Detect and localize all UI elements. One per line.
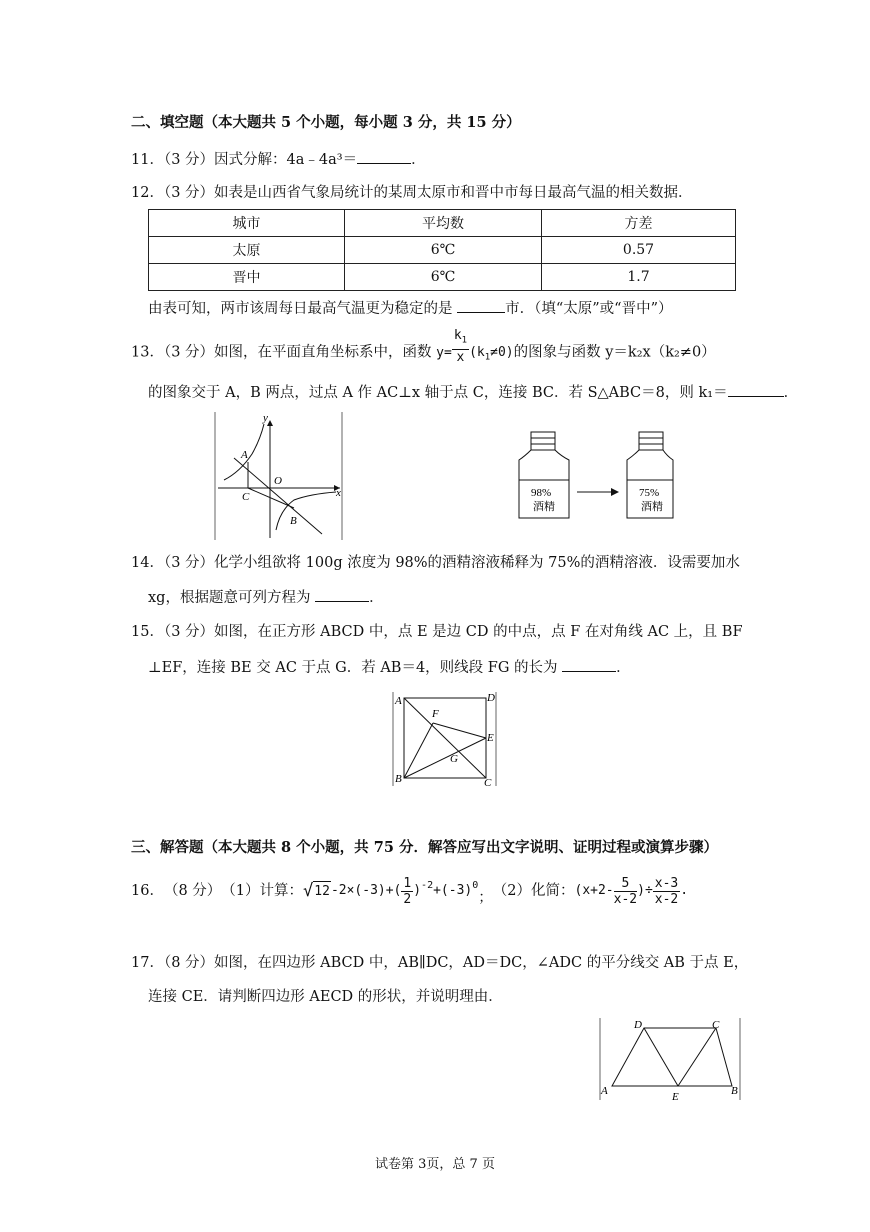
q11-end: ． <box>411 152 426 168</box>
table-cell: 1.7 <box>542 264 736 291</box>
label-d: D <box>634 1019 642 1031</box>
q17-trapezoid-figure <box>596 1016 744 1104</box>
q16-exponent-1: -2 <box>421 879 434 891</box>
q16-fraction-2 <box>653 876 680 907</box>
q16-expression-2 <box>575 876 689 907</box>
q13-text-a: 如图，在平面直角坐标系中，函数 <box>214 344 432 361</box>
q14-line1: 化学小组欲将 100g 浓度为 98%的酒精溶液稀释为 75%的酒精溶液．设需要加水 <box>214 555 740 571</box>
page-footer: 试卷第 3页，总 7 页 <box>375 1157 495 1172</box>
q16-part1: （1）计算： <box>221 883 304 899</box>
q12-text: 如表是山西省气象局统计的某周太原市和晋中市每日最高气温的相关数据． <box>214 185 693 201</box>
hyperbola-lower-branch <box>276 492 336 530</box>
label-d: D <box>487 692 495 704</box>
q12-after-a: 由表可知，两市该周每日最高气温更为稳定的是 <box>148 301 458 317</box>
q13-line2-text: 的图象交于 A，B 两点，过点 A 作 AC⊥x 轴于点 C，连接 BC．若 S△ABC＝8，则 k₁＝ <box>148 385 728 401</box>
label-a: A <box>241 449 248 461</box>
q13-line2 <box>148 382 798 403</box>
q16-half-numerator: 1 <box>403 875 412 891</box>
q16-fraction-1 <box>614 876 637 907</box>
q16-expr-b: +(-3) <box>433 883 473 898</box>
q15-score: （3 分） <box>163 624 215 640</box>
table-cell: 6℃ <box>345 264 542 291</box>
q16-part2: （2）化简： <box>492 883 575 899</box>
label-y: y <box>263 412 268 424</box>
temperature-table <box>148 209 736 291</box>
q17-number: 17． <box>131 955 164 971</box>
q13-score: （3 分） <box>163 344 215 361</box>
q14-line2-text: xg，根据题意可列方程为 <box>148 590 316 606</box>
q15-line1: 如图，在正方形 ABCD 中，点 E 是边 CD 的中点，点 F 在对角线 AC 上，且 BF <box>214 624 743 640</box>
sqrt-icon: √ <box>303 881 314 901</box>
q12-score: （3 分） <box>163 185 215 201</box>
q16-expression-1: √ 12 -2×(-3)+( $\frac{1}{2}$ ) $^{-2}$ +(-3) $^0$ <box>303 875 479 907</box>
segment-be <box>404 738 486 778</box>
label-x: x <box>336 487 341 499</box>
q16-number: 16． <box>131 883 164 899</box>
q16-fraction-1-denominator: x-2 <box>613 891 638 907</box>
q17-line2: 连接 CE．请判断四边形 AECD 的形状，并说明理由． <box>148 989 503 1005</box>
q16-score: （8 分） <box>163 883 222 899</box>
table-cell: 太原 <box>149 237 345 264</box>
q13-text-b: 的图象与函数 y＝k₂x（k₂≠0） <box>513 344 716 361</box>
question-12 <box>131 183 693 203</box>
q13-func-y: y= <box>436 345 452 361</box>
label-b: B <box>395 773 402 785</box>
q13-func-denominator: x <box>456 349 465 365</box>
q15-answer-blank[interactable] <box>562 657 616 672</box>
diagonal-ac <box>404 698 486 778</box>
q15-end: ． <box>616 660 631 676</box>
question-14 <box>131 553 740 573</box>
q16-separator: ； <box>478 890 493 906</box>
q13-func-condition: $(k_1\ne 0)$ <box>469 345 514 363</box>
label-c: C <box>484 777 492 788</box>
table-cell: 0.57 <box>542 237 736 264</box>
q11-answer-blank[interactable] <box>357 149 411 164</box>
q13-number: 13． <box>131 344 164 361</box>
q16-exponent-2: 0 <box>472 879 479 891</box>
label-b: B <box>731 1085 738 1097</box>
y-axis-arrow-icon <box>267 420 273 426</box>
label-a: A <box>601 1085 608 1097</box>
q17-line1: 如图，在四边形 ABCD 中，AB∥DC，AD＝DC，∠ADC 的平分线交 AB 于点 E， <box>214 955 749 971</box>
q14-score: （3 分） <box>163 555 215 571</box>
q14-number: 14． <box>131 555 164 571</box>
table-header-row <box>149 210 736 237</box>
question-17 <box>131 953 748 973</box>
question-15 <box>131 622 743 642</box>
q13-answer-blank[interactable] <box>728 382 784 397</box>
q16-fraction-2-numerator: x-3 <box>654 875 679 891</box>
bottle-1 <box>519 432 569 518</box>
label-e: E <box>672 1091 679 1103</box>
label-g: G <box>450 753 458 765</box>
table-cell: 晋中 <box>149 264 345 291</box>
q16-half-denominator: 2 <box>403 891 412 907</box>
q16-end: . <box>680 883 689 898</box>
segment-ce <box>678 1028 716 1086</box>
q12-followup <box>148 298 673 319</box>
q15-number: 15． <box>131 624 164 640</box>
table-header-cell: 平均数 <box>345 210 542 237</box>
table-cell: 6℃ <box>345 237 542 264</box>
segment-ef <box>433 723 486 738</box>
q12-number: 12． <box>131 185 164 201</box>
q16-expr-c: (x+2- <box>574 883 614 898</box>
label-c: C <box>712 1019 720 1031</box>
q17-score: （8 分） <box>163 955 215 971</box>
question-16 <box>131 874 688 908</box>
section2-heading: 二、填空题（本大题共 5 个小题，每小题 3 分，共 15 分） <box>131 114 521 131</box>
label-f: F <box>432 708 439 720</box>
q13-func-fraction <box>452 328 469 365</box>
q14-bottles-figure <box>515 430 675 522</box>
table-row <box>149 264 736 291</box>
label-o: O <box>274 475 282 487</box>
question-11 <box>131 149 426 170</box>
label-b: B <box>290 515 297 527</box>
label-c: C <box>242 491 250 503</box>
q14-line2 <box>148 587 384 608</box>
q14-answer-blank[interactable] <box>315 587 369 602</box>
bottle-2-label: 酒精 <box>641 501 663 513</box>
q16-fraction-1-numerator: 5 <box>614 876 637 892</box>
q15-line2 <box>148 657 631 678</box>
bottle-2-percent: 75% <box>639 487 660 499</box>
label-a: A <box>395 695 402 707</box>
q11-score: （3 分） <box>163 152 215 168</box>
q16-fraction-2-denominator: x-2 <box>654 891 679 907</box>
bottle-1-label: 酒精 <box>533 501 555 513</box>
q16-expr-d: )÷ <box>637 883 653 898</box>
q13-end: ． <box>783 385 799 401</box>
label-e: E <box>487 732 494 744</box>
q15-line2-text: ⊥EF，连接 BE 交 AC 于点 G．若 AB＝4，则线段 FG 的长为 <box>148 660 563 676</box>
q11-text: 因式分解：4a﹣4a³＝ <box>214 152 358 168</box>
q14-end: ． <box>369 590 384 606</box>
quadrilateral-abcd <box>612 1028 732 1086</box>
section3-heading: 三、解答题（本大题共 8 个小题，共 75 分．解答应写出文字说明、证明过程或演算步骤） <box>131 839 718 856</box>
table-header-cell: 方差 <box>542 210 736 237</box>
q15-square-figure <box>390 690 500 788</box>
question-13 <box>131 328 716 368</box>
q12-after-b: 市．（填“太原”或“晋中”） <box>505 301 673 317</box>
arrow-right-icon <box>611 488 619 496</box>
bottle-2 <box>627 432 673 518</box>
q13-graph <box>214 412 346 540</box>
q13-func-numerator: $k_1$ <box>452 328 469 350</box>
sqrt-argument: 12 <box>313 881 331 902</box>
table-row <box>149 237 736 264</box>
segment-bc <box>248 488 294 508</box>
q12-answer-blank[interactable] <box>457 298 505 313</box>
q16-half-fraction <box>401 876 413 907</box>
q11-number: 11． <box>131 152 164 168</box>
table-header-cell: 城市 <box>149 210 345 237</box>
bottle-1-percent: 98% <box>531 487 552 499</box>
q16-expr-a: -2×(-3)+( <box>330 883 402 898</box>
segment-bf <box>404 723 433 778</box>
segment-de <box>644 1028 678 1086</box>
